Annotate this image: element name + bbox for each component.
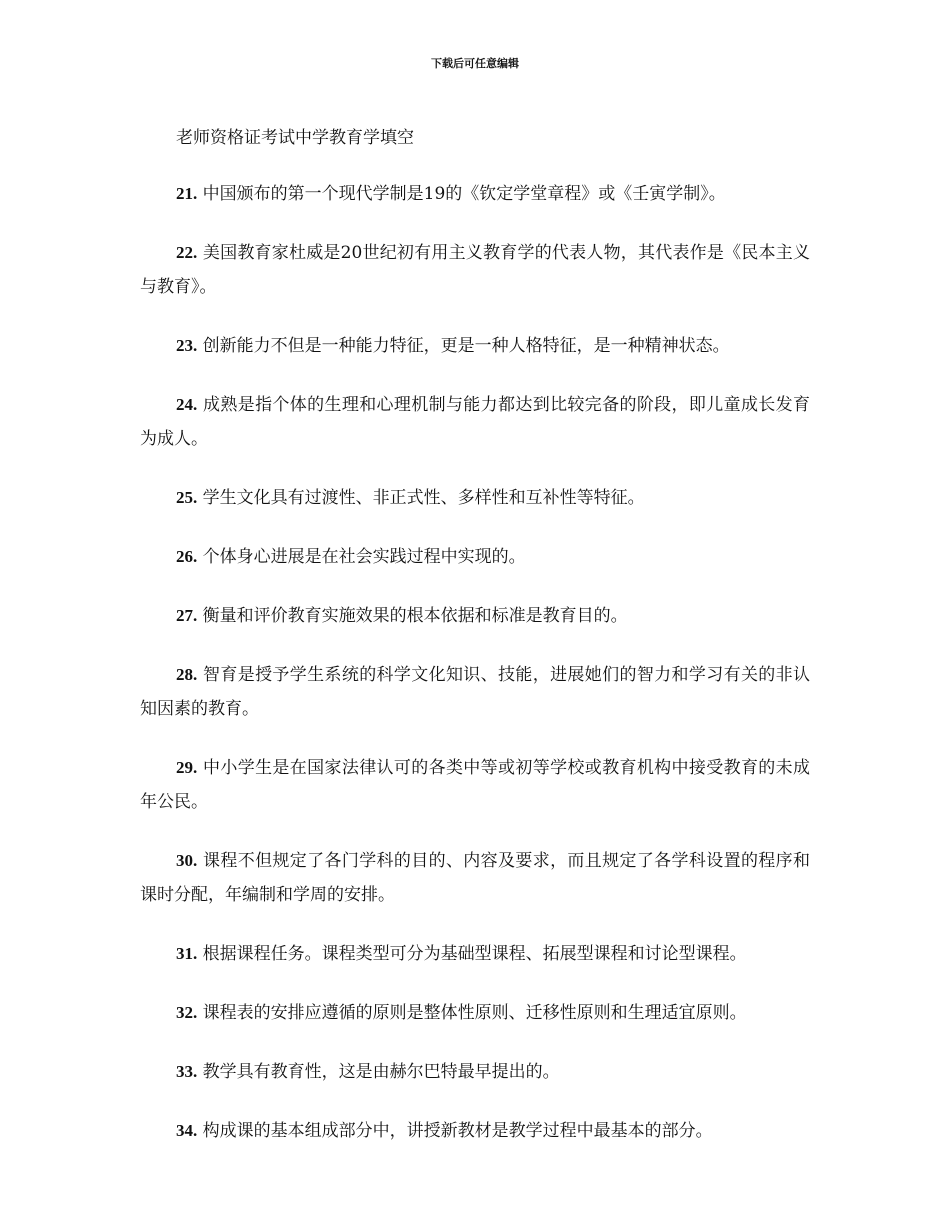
list-item <box>140 211 810 304</box>
item-text: 学生文化具有过渡性、非正式性、多样性和互补性等特征。 <box>202 488 645 508</box>
question-list <box>140 152 810 1148</box>
list-item <box>140 304 810 363</box>
list-item <box>140 971 810 1030</box>
list-item <box>140 633 810 726</box>
item-number: 33. <box>176 1062 198 1081</box>
item-text: 构成课的基本组成部分中，讲授新教材是教学过程中最基本的部分。 <box>202 1121 713 1141</box>
item-number: 28. <box>176 665 198 684</box>
list-item <box>140 1030 810 1089</box>
list-item <box>140 515 810 574</box>
item-text: 中小学生是在国家法律认可的各类中等或初等学校或教育机构中接受教育的未成年公民。 <box>140 758 811 812</box>
item-text: 根据课程任务。课程类型可分为基础型课程、拓展型课程和讨论型课程。 <box>202 944 747 964</box>
list-item <box>140 726 810 819</box>
list-item <box>140 1089 810 1148</box>
item-number: 22. <box>176 243 198 262</box>
item-number: 32. <box>176 1003 198 1022</box>
item-number: 34. <box>176 1121 198 1140</box>
item-number: 24. <box>176 395 198 414</box>
list-item <box>140 819 810 912</box>
list-item <box>140 912 810 971</box>
item-number: 29. <box>176 758 198 777</box>
item-number: 21. <box>176 184 198 203</box>
list-item <box>140 574 810 633</box>
item-number: 26. <box>176 547 198 566</box>
item-number: 30. <box>176 851 198 870</box>
item-number: 31. <box>176 944 198 963</box>
list-item <box>140 456 810 515</box>
item-text: 教学具有教育性，这是由赫尔巴特最早提出的。 <box>202 1062 560 1082</box>
item-text: 创新能力不但是一种能力特征，更是一种人格特征，是一种精神状态。 <box>202 336 730 356</box>
document-body <box>140 124 810 1148</box>
page-header: 下载后可任意编辑 <box>431 57 519 70</box>
item-text: 课程不但规定了各门学科的目的、内容及要求，而且规定了各学科设置的程序和课时分配，年编制和学周的安排。 <box>140 851 811 905</box>
item-text: 美国教育家杜威是20世纪初有用主义教育学的代表人物，其代表作是《民本主义与教育》。 <box>140 243 810 297</box>
item-text: 衡量和评价教育实施效果的根本依据和标准是教育目的。 <box>202 606 628 626</box>
item-text: 智育是授予学生系统的科学文化知识、技能，进展她们的智力和学习有关的非认知因素的教育。 <box>140 665 811 719</box>
item-text: 个体身心进展是在社会实践过程中实现的。 <box>202 547 526 567</box>
item-text: 成熟是指个体的生理和心理机制与能力都达到比较完备的阶段，即儿童成长发育为成人。 <box>140 395 811 449</box>
list-item <box>140 152 810 211</box>
item-text: 中国颁布的第一个现代学制是19的《钦定学堂章程》或《壬寅学制》。 <box>202 184 726 204</box>
item-number: 25. <box>176 488 198 507</box>
item-text: 课程表的安排应遵循的原则是整体性原则、迁移性原则和生理适宜原则。 <box>202 1003 747 1023</box>
list-item <box>140 363 810 456</box>
item-number: 27. <box>176 606 198 625</box>
item-number: 23. <box>176 336 198 355</box>
document-title: 老师资格证考试中学教育学填空 <box>176 128 414 148</box>
